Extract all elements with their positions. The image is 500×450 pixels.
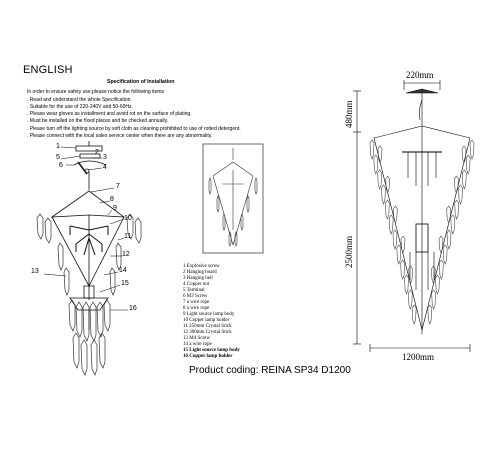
crystal-stick bbox=[409, 266, 413, 283]
legend-item: 4 Copper nut bbox=[183, 282, 210, 287]
dim-top-width: 220mm bbox=[406, 70, 434, 80]
crystal-stick bbox=[432, 290, 436, 309]
spec-title: Specification of Installation bbox=[107, 79, 175, 85]
crystal-stick bbox=[436, 275, 440, 294]
legend-item: 12 300mm Crystal Stick bbox=[183, 330, 232, 335]
legend-item: 9 Light source lamp body bbox=[183, 312, 235, 317]
instruction-line: . Please connect with the local sales service center when there are any abnormality. bbox=[27, 133, 213, 139]
callout-number: 7 bbox=[116, 183, 120, 190]
product-coding: Product coding: REINA SP34 D1200 bbox=[189, 365, 351, 376]
legend-item: 5 Terminal bbox=[183, 288, 205, 293]
dim-total-height: 2500mm bbox=[344, 235, 354, 268]
legend-item: 7 a wire rope bbox=[183, 300, 210, 305]
crystal-stick bbox=[466, 155, 470, 174]
legend-item: 14 a wire rope bbox=[183, 342, 212, 347]
crystal-stick bbox=[393, 230, 397, 249]
instruction-line: . Please wear gloves as installment and avoid rot on the surface of plating. bbox=[27, 111, 192, 117]
instruction-line: In order to ensure safety use,please notice the following items bbox=[27, 89, 165, 95]
callout-number: 16 bbox=[129, 305, 137, 312]
legend-item: 11 250mm Crystal Stick bbox=[183, 324, 232, 329]
crystal-stick bbox=[439, 236, 443, 253]
callout-number: 9 bbox=[113, 205, 117, 212]
callout-number: 10 bbox=[124, 215, 132, 222]
crystal-stick bbox=[382, 185, 386, 204]
dim-overall-width: 1200mm bbox=[402, 352, 435, 362]
legend-item: 1 Explosive screw bbox=[183, 264, 220, 269]
callout-number: 13 bbox=[31, 268, 39, 275]
callout-number: 14 bbox=[119, 267, 127, 274]
callout-number: 3 bbox=[103, 154, 107, 161]
crystal-stick bbox=[412, 305, 416, 324]
legend-item: 6 M3 Screw bbox=[183, 294, 208, 299]
crystal-stick bbox=[389, 215, 393, 234]
callout-number: 6 bbox=[59, 162, 63, 169]
instruction-line: . Read and understand the whole Specification. bbox=[27, 97, 132, 103]
crystal-stick bbox=[428, 305, 432, 324]
crystal-stick bbox=[447, 230, 451, 249]
crystal-stick bbox=[385, 200, 389, 219]
instruction-line: . Must be installed on the fixed places and be checked annually. bbox=[27, 118, 169, 124]
crystal-stick bbox=[431, 266, 435, 283]
language-heading: ENGLISH bbox=[23, 64, 73, 76]
crystal-stick bbox=[455, 200, 459, 219]
crystal-stick bbox=[451, 215, 455, 234]
crystal-stick bbox=[374, 155, 378, 174]
callout-number: 11 bbox=[124, 233, 132, 240]
crystal-stick bbox=[397, 245, 401, 264]
callout-number: 4 bbox=[103, 164, 107, 171]
crystal-stick bbox=[443, 245, 447, 264]
crystal-stick bbox=[470, 140, 474, 159]
crystal-stick bbox=[378, 146, 382, 163]
crystal-stick bbox=[401, 236, 405, 253]
crystal-stick bbox=[459, 185, 463, 204]
legend-item: 8 a wire rope bbox=[183, 306, 210, 311]
crystal-stick bbox=[462, 170, 466, 189]
callout-number: 15 bbox=[121, 280, 129, 287]
crystal-stick bbox=[378, 170, 382, 189]
callout-number: 12 bbox=[122, 251, 130, 258]
legend-item: 2 Hanging board bbox=[183, 270, 217, 275]
crystal-stick bbox=[370, 140, 374, 159]
crystal-stick bbox=[393, 206, 397, 223]
legend-item: 10 Copper lamp holder bbox=[183, 318, 230, 323]
legend-item: 15 Light source lamp body bbox=[183, 348, 240, 353]
crystal-stick bbox=[408, 290, 412, 309]
crystal-stick bbox=[447, 206, 451, 223]
callout-number: 2 bbox=[95, 149, 99, 156]
instruction-line: . Please turn off the lighting source by soft cloth as cleaning prohibited to use of rotted detergent. bbox=[27, 126, 241, 132]
callout-number: 8 bbox=[110, 196, 114, 203]
crystal-stick bbox=[401, 260, 405, 279]
crystal-stick bbox=[454, 176, 458, 193]
instruction-line: . Suitable for the use of 220-240V and 50-60Hz. bbox=[27, 104, 133, 110]
legend-item: 3 Hanging bell bbox=[183, 276, 213, 281]
crystal-stick bbox=[405, 275, 409, 294]
legend-item: 13 M4 Screw bbox=[183, 336, 210, 341]
crystal-stick bbox=[386, 176, 390, 193]
legend-item: 16 Copper lamp holder bbox=[183, 354, 233, 359]
callout-number: 1 bbox=[56, 143, 60, 150]
crystal-stick bbox=[439, 260, 443, 279]
crystal-stick bbox=[462, 146, 466, 163]
dim-chain-length: 480mm bbox=[344, 100, 354, 128]
callout-number: 5 bbox=[56, 154, 60, 161]
